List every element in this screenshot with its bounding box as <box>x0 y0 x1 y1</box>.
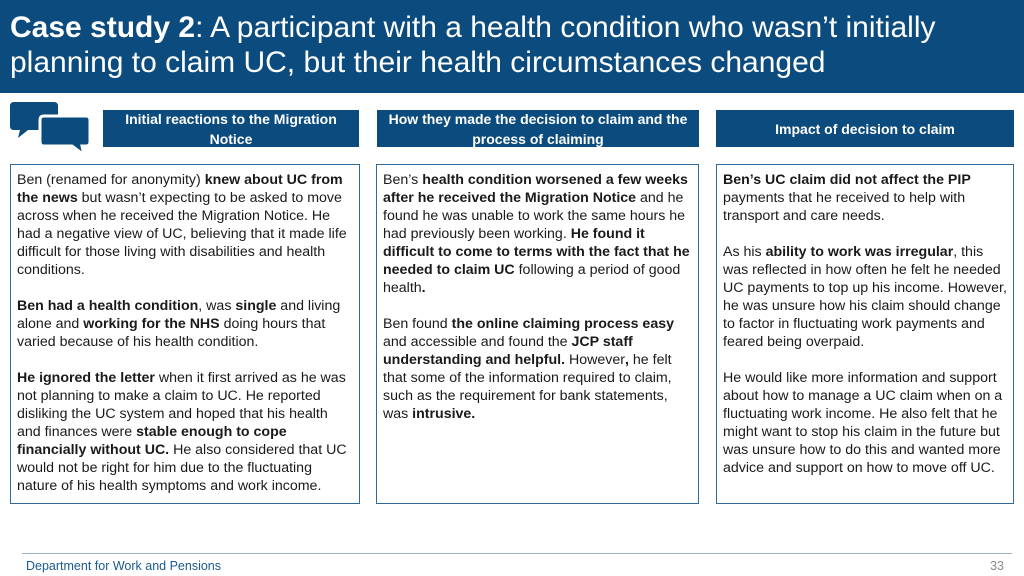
text: doing hours that varied because of his health condition. <box>17 316 326 350</box>
bold-text: health condition worsened a few weeks after he received the Migration Notice <box>383 172 688 206</box>
text: , was <box>198 298 236 314</box>
header-decision-to-claim: How they made the decision to claim and the process of claiming <box>377 110 699 147</box>
text: , this was reflected in how often he felt he needed UC payments to top up his income. However, he was unsure how his claim should change to factor in fluctuating work payments and feared being overpaid. <box>723 244 1007 350</box>
text: Ben found <box>383 316 452 332</box>
bold-text: knew about UC from the news <box>17 172 343 206</box>
paragraph <box>17 297 353 351</box>
title-rest: : A participant with a health condition who wasn’t initially planning to claim UC, but their health circumstances changed <box>10 11 936 79</box>
paragraph <box>723 243 1007 351</box>
text: However <box>565 352 626 368</box>
bold-text: JCP staff understanding and helpful. <box>383 334 633 368</box>
text: when it first arrived as he was not planning to make a claim to UC. He reported disliking the UC system and hoped that his health and finances were <box>17 370 346 440</box>
text: and living alone and <box>17 298 341 332</box>
column-initial-reactions <box>10 164 360 504</box>
paragraph <box>383 171 692 297</box>
text: He would like more information and support about how to manage a UC claim when on a fluctuating work income. He also felt that he might want to stop his claim in the future but was unsure how to do this and wanted more advice and support on how to move off UC. <box>723 370 1003 476</box>
paragraph <box>383 315 692 423</box>
paragraph <box>723 369 1007 477</box>
bold-text: He found it difficult to come to terms with the fact that he needed to claim UC <box>383 226 690 278</box>
text: As his <box>723 244 766 260</box>
text: but wasn’t expecting to be asked to move across when he received the Migration Notice. He had a negative view of UC, believing that it made life difficult for those living with disabilities and health conditions. <box>17 190 347 278</box>
paragraph <box>17 171 353 279</box>
bold-text: ability to work was irregular <box>765 244 954 260</box>
text: and accessible and found the <box>383 334 572 350</box>
bold-text: single <box>235 298 277 314</box>
bold-text: He ignored the letter <box>17 370 155 386</box>
bold-text: . <box>421 280 426 296</box>
bold-text: the online claiming process easy <box>451 316 674 332</box>
header-initial-reactions: Initial reactions to the Migration Notice <box>103 110 359 147</box>
footer-divider <box>22 553 1012 554</box>
column-decision-to-claim <box>376 164 699 504</box>
paragraph <box>723 171 1007 225</box>
text: following a period of good health <box>383 262 681 296</box>
title-bar <box>0 0 1024 93</box>
page-number: 33 <box>990 559 1004 573</box>
text: he felt that some of the information required to claim, such as the requirement for bank statements, was <box>383 352 672 422</box>
text: He also considered that UC would not be right for him due to the fluctuating nature of his health symptoms and work income. <box>17 442 347 494</box>
bold-text: Ben’s UC claim did not affect the PIP <box>723 172 971 188</box>
column-impact <box>716 164 1014 504</box>
bold-text: working for the NHS <box>83 316 220 332</box>
bold-text: , <box>625 352 629 368</box>
speech-bubbles-icon <box>10 100 92 156</box>
bold-text: Ben had a health condition <box>17 298 199 314</box>
bold-text: intrusive. <box>412 406 476 422</box>
text: Ben’s <box>383 172 423 188</box>
text: payments that he received to help with transport and care needs. <box>723 190 966 224</box>
page-title <box>10 10 1010 80</box>
title-bold: Case study 2 <box>10 11 196 44</box>
footer-department: Department for Work and Pensions <box>26 559 222 573</box>
header-impact: Impact of decision to claim <box>716 110 1014 147</box>
bold-text: stable enough to cope financially without UC. <box>17 424 287 458</box>
text: Ben (renamed for anonymity) <box>17 172 205 188</box>
text: and he found he was unable to work the same hours he had previously been working. <box>383 190 686 242</box>
paragraph <box>17 369 353 495</box>
